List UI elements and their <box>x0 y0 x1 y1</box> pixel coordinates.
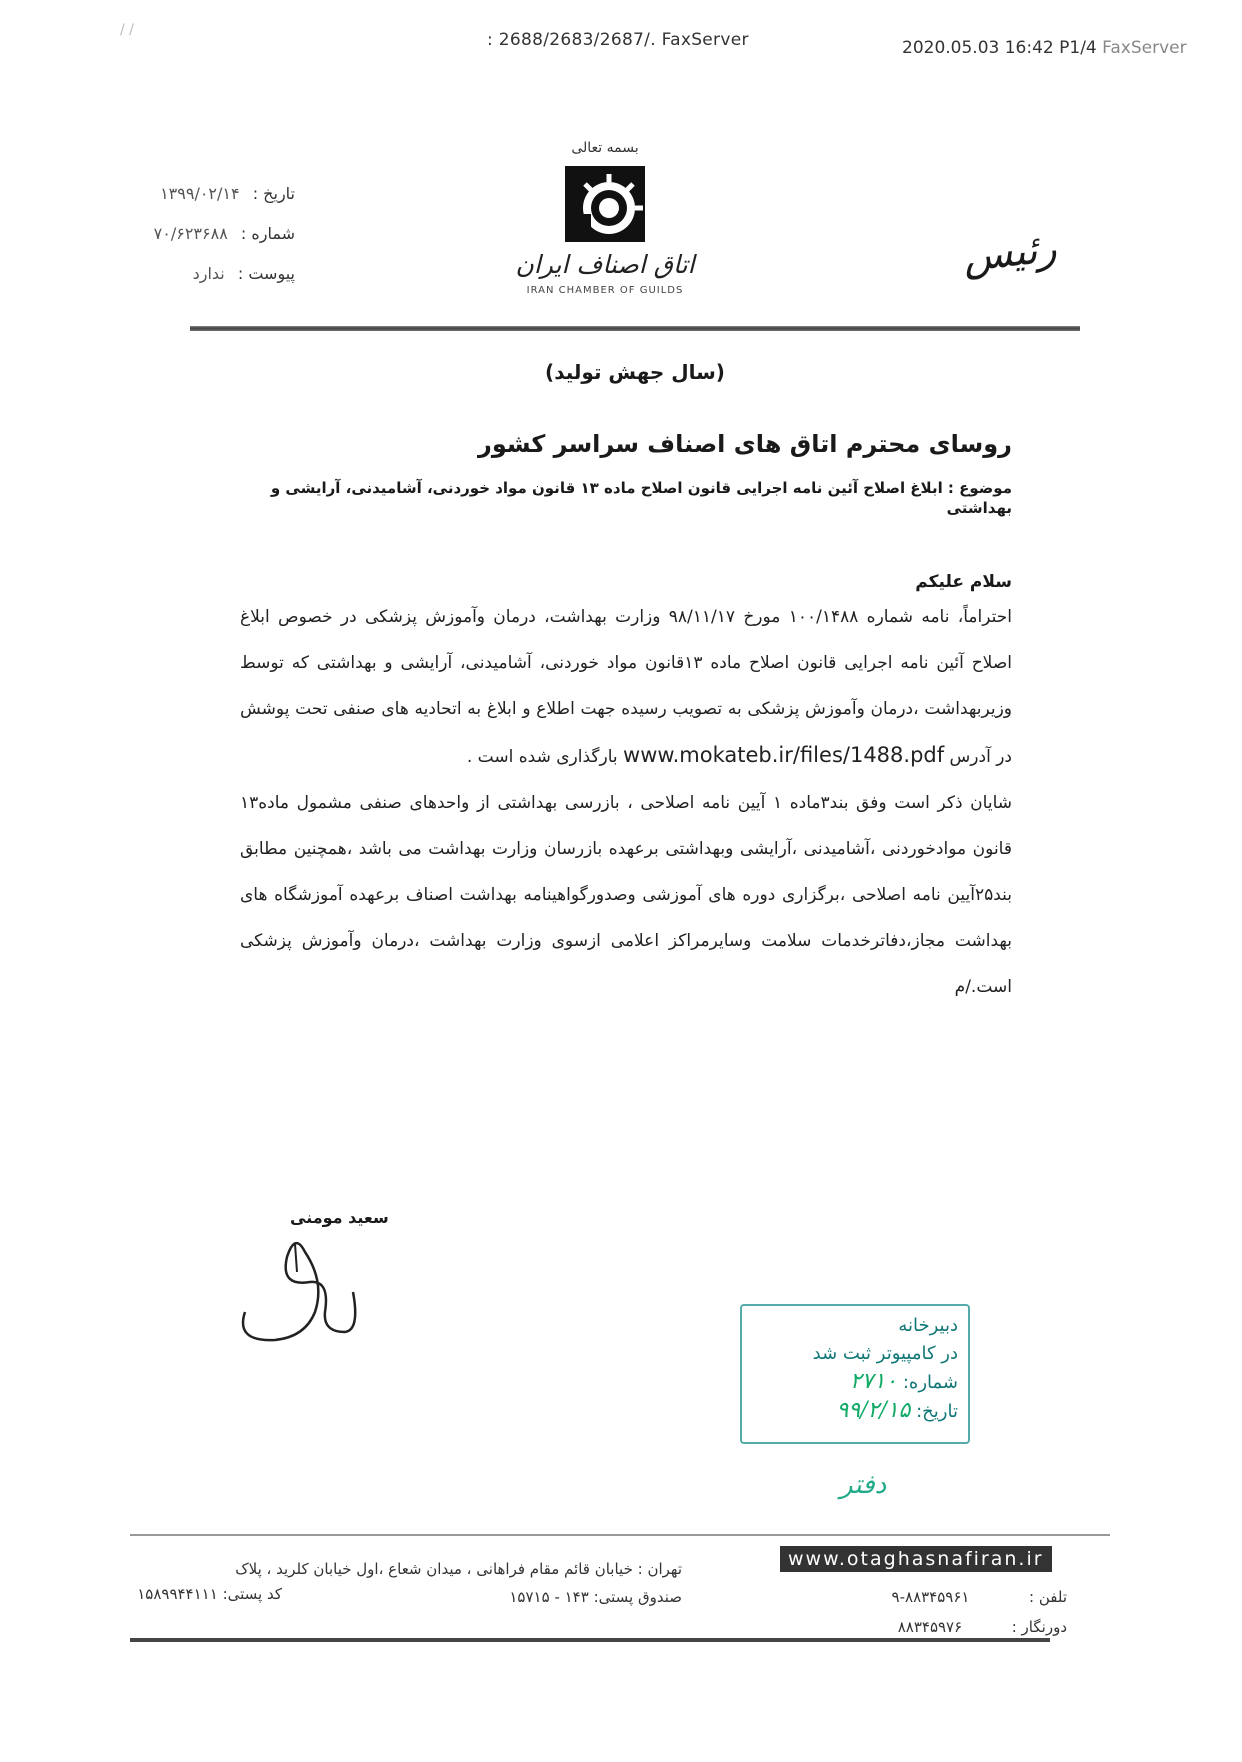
footer-postal-code: کد پستی: ۱۵۸۹۹۴۴۱۱۱ <box>137 1585 282 1603</box>
meta-attachment-label: پیوست : <box>237 264 295 283</box>
footer-phone-label: تلفن : <box>1029 1588 1067 1606</box>
greeting: سلام علیکم <box>915 572 1012 592</box>
footer-fax <box>898 1618 1067 1636</box>
stamp-number-value: ۲۷۱۰ <box>849 1369 898 1394</box>
meta-number-value: ۷۰/۶۲۳۶۸۸ <box>153 224 228 243</box>
footer-bottom-bar <box>130 1638 1050 1642</box>
document-link[interactable]: www.mokateb.ir/files/1488.pdf <box>623 743 945 767</box>
meta-number <box>154 224 295 243</box>
letterhead-logo <box>495 140 715 296</box>
para1-text: احتراماً، نامه شماره ۱۰۰/۱۴۸۸ مورخ ۹۸/۱۱/۱۷ وزارت بهداشت، درمان وآموزش پزشکی در خصوص ابلاغ اصلاح آئین نامه اجرایی قانون اصلاح ماده ۱۳قانون مواد خوردنی، آشامیدنی، آرایشی و بهداشتی که توسط وزیربهداشت ،درمان وآموزش پزشکی به تصویب رسیده جهت اطلاع و ابلاغ به اتحادیه های صنفی تحت پوشش در آدرس <box>240 607 1013 767</box>
handwritten-office-note: دفتر <box>840 1470 887 1500</box>
footer-phone-value: ۸۸۳۴۵۹۶۱-۹ <box>891 1588 970 1606</box>
stamp-line1: دبیرخانه <box>898 1315 958 1336</box>
meta-date <box>160 184 295 203</box>
letter-body <box>240 594 1012 1010</box>
chamber-name-en: IRAN CHAMBER OF GUILDS <box>526 285 684 296</box>
scan-artifact: / / <box>120 22 134 38</box>
stamp-number-label: شماره: <box>902 1372 958 1393</box>
chamber-emblem-icon <box>563 164 647 244</box>
body-paragraph-2: شایان ذکر است وفق بند۳ماده ۱ آیین نامه اصلاحی ، بازرسی بهداشتی از واحدهای صنفی مشمول ماده۱۳ قانون موادخوردنی ،آشامیدنی ،آرایشی وبهداشتی برعهده بازرسان وزارت بهداشت می باشد ،همچنین مطابق بند۲۵آیین نامه اصلاحی ،برگزاری دوره های آموزشی وصدورگواهینامه بهداشت اصناف برعهده آموزشگاه های بهداشت مجاز،دفاترخدمات سلامت وسایرمراکز اعلامی ازسوی وزارت بهداشت ،درمان وآموزش پزشکی است./م <box>240 793 1012 997</box>
handwritten-note: رئیس <box>961 225 1060 281</box>
registration-stamp <box>740 1304 970 1444</box>
fax-datetime: 2020.05.03 16:42 P1/4 <box>902 38 1097 58</box>
signatory-name: سعید مومنی <box>290 1208 389 1227</box>
signature-icon <box>235 1232 385 1352</box>
footer-phone <box>892 1588 1067 1606</box>
stamp-number <box>752 1368 958 1397</box>
meta-attachment <box>193 264 295 283</box>
footer-fax-label: دورنگار : <box>1011 1618 1067 1636</box>
stamp-line2: در کامپیوتر ثبت شد <box>812 1343 958 1364</box>
year-motto: (سال جهش تولید) <box>545 360 725 384</box>
meta-date-value: ۱۳۹۹/۰۲/۱۴ <box>160 184 240 203</box>
addressee: روسای محترم اتاق های اصناف سراسر کشور <box>478 430 1012 458</box>
footer-top-rule <box>130 1534 1110 1536</box>
fax-server-label: FaxServer <box>1102 38 1187 58</box>
para1-ending: بارگذاری شده است . <box>466 747 618 767</box>
meta-number-label: شماره : <box>240 224 295 243</box>
stamp-date-value: ۹۹/۲/۱۵ <box>836 1398 911 1423</box>
subject-line: موضوع : ابلاغ اصلاح آئین نامه اجرایی قانون اصلاح ماده ۱۳ قانون مواد خوردنی، آشامیدنی، آرایشی و بهداشتی <box>270 479 1012 518</box>
footer-fax-value: ۸۸۳۴۵۹۷۶ <box>897 1618 963 1636</box>
bismillah: بسمه تعالی <box>571 140 639 156</box>
fax-header-right <box>902 38 1187 58</box>
meta-date-label: تاریخ : <box>252 184 295 203</box>
fax-header-left: : 2688/2683/2687/. FaxServer <box>487 30 749 50</box>
body-paragraph-1 <box>240 594 1012 780</box>
chamber-name-fa: اتاق اصناف ایران <box>515 250 695 279</box>
letterhead-divider <box>190 326 1080 331</box>
footer-pobox: صندوق پستی: ۱۴۳ - ۱۵۷۱۵ <box>509 1588 682 1606</box>
footer-website[interactable]: www.otaghasnafiran.ir <box>780 1546 1052 1572</box>
footer-address: تهران : خیابان قائم مقام فراهانی ، میدان شعاع ،اول خیابان کلرید ، پلاک <box>235 1560 682 1578</box>
stamp-date <box>752 1397 958 1426</box>
stamp-date-label: تاریخ: <box>916 1401 958 1422</box>
meta-attachment-value: ندارد <box>192 264 225 283</box>
